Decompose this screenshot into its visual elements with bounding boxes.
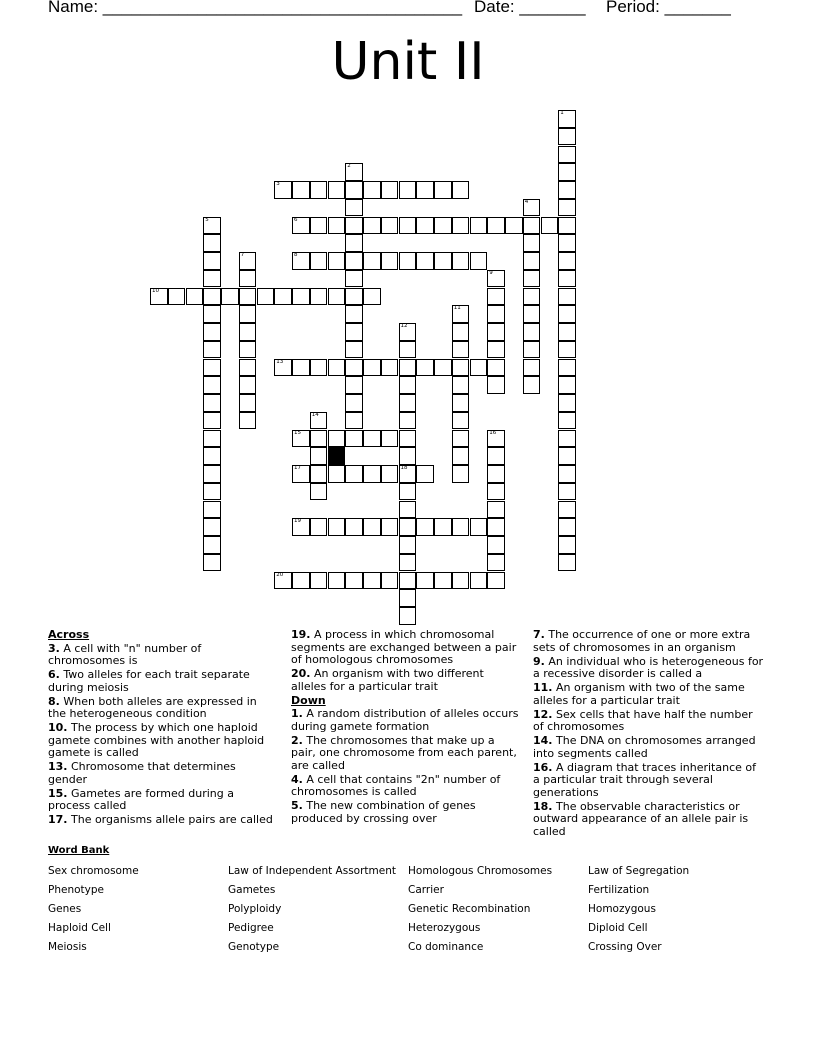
crossword-cell[interactable] (558, 536, 576, 554)
crossword-cell[interactable] (399, 430, 417, 448)
crossword-cell[interactable] (345, 270, 363, 288)
crossword-cell[interactable] (452, 323, 470, 341)
crossword-cell[interactable] (487, 217, 505, 235)
crossword-cell[interactable] (345, 430, 363, 448)
page-title: Unit II (331, 32, 485, 92)
clue-down-9: 9. An individual who is heterogeneous for a recessive disorder is called a (533, 654, 764, 680)
crossword-cell[interactable] (203, 234, 221, 252)
crossword-cell[interactable] (399, 341, 417, 359)
cell-number: 2 (347, 163, 351, 170)
crossword-cell[interactable] (416, 359, 434, 377)
cell-number: 16 (489, 429, 497, 436)
crossword-cell[interactable] (363, 252, 381, 270)
crossword-cell[interactable] (203, 359, 221, 377)
cell-number: 18 (400, 465, 408, 471)
crossword-cell[interactable] (523, 288, 541, 306)
crossword-cell[interactable] (452, 412, 470, 430)
word-bank-column (228, 865, 408, 960)
clue-down-7: 7. The occurrence of one or more extra sets of chromosomes in an organism (533, 628, 751, 654)
crossword-cell[interactable] (523, 341, 541, 359)
cell-number: 1 (560, 110, 564, 116)
crossword-cell[interactable] (363, 465, 381, 483)
crossword-cell[interactable] (470, 572, 488, 590)
down-heading: Down (291, 693, 326, 707)
crossword-cell[interactable] (452, 376, 470, 394)
crossword-cell[interactable] (239, 252, 257, 270)
crossword-cell[interactable] (381, 465, 399, 483)
word-bank-column (408, 865, 588, 960)
crossword-cell[interactable] (487, 572, 505, 590)
crossword-cell[interactable] (558, 217, 576, 235)
crossword-cell[interactable] (345, 163, 363, 181)
crossword-cell[interactable] (150, 288, 168, 306)
crossword-cell[interactable] (345, 394, 363, 412)
crossword-cell[interactable] (328, 518, 346, 536)
crossword-cell[interactable] (292, 252, 310, 270)
word-bank-word: Genotype (228, 941, 280, 953)
word-bank-word: Fertilization (588, 884, 650, 896)
crossword-cell[interactable] (203, 501, 221, 519)
crossword-cell[interactable] (203, 252, 221, 270)
word-bank-word: Co dominance (408, 941, 484, 953)
clue-across-13: 13. Chromosome that determines gender (48, 760, 236, 786)
crossword-cell[interactable] (274, 181, 292, 199)
crossword-cell[interactable] (203, 305, 221, 323)
crossword-cell[interactable] (399, 536, 417, 554)
crossword-cell[interactable] (310, 412, 328, 430)
crossword-cell[interactable] (345, 376, 363, 394)
crossword-cell[interactable] (434, 359, 452, 377)
crossword-cell[interactable] (558, 234, 576, 252)
crossword-cell[interactable] (399, 554, 417, 572)
crossword-cell[interactable] (363, 572, 381, 590)
crossword-cell[interactable] (363, 359, 381, 377)
clue-across-20: 20. An organism with two different alleles for a particular trait (291, 667, 484, 693)
crossword-cell[interactable] (487, 323, 505, 341)
crossword-cell[interactable] (487, 359, 505, 377)
crossword-cell[interactable] (487, 518, 505, 536)
crossword-cell[interactable] (434, 518, 452, 536)
crossword-cell[interactable] (203, 323, 221, 341)
across-heading: Across (48, 628, 90, 641)
crossword-cell[interactable] (381, 359, 399, 377)
crossword-cell[interactable] (310, 572, 328, 590)
clue-down-2: 2. The chromosomes that make up a pair, one chromosome from each parent, are called (291, 733, 517, 772)
crossword-cell[interactable] (239, 288, 257, 306)
crossword-cell[interactable] (310, 181, 328, 199)
crossword-cell[interactable] (399, 589, 417, 607)
crossword-cell[interactable] (416, 217, 434, 235)
word-bank-word: Homologous Chromosomes (408, 865, 553, 877)
clue-down-5: 5. The new combination of genes produced by crossing over (291, 799, 476, 825)
word-bank-word: Law of Segregation (588, 865, 690, 877)
clues-column-1 (48, 629, 276, 828)
crossword-cell[interactable] (274, 572, 292, 590)
crossword-cell[interactable] (452, 217, 470, 235)
crossword-cell[interactable] (399, 412, 417, 430)
crossword-cell[interactable] (345, 252, 363, 270)
crossword-cell[interactable] (399, 252, 417, 270)
cell-number: 7 (240, 252, 245, 258)
crossword-cell[interactable] (523, 359, 541, 377)
crossword-cell[interactable] (203, 412, 221, 430)
crossword-cell[interactable] (558, 252, 576, 270)
crossword-cell[interactable] (203, 376, 221, 394)
crossword-cell[interactable] (558, 128, 576, 146)
crossword-cell[interactable] (416, 518, 434, 536)
word-bank-word: Haploid Cell (48, 922, 111, 934)
crossword-black-cell (328, 447, 346, 465)
crossword-cell[interactable] (452, 447, 470, 465)
crossword-cell[interactable] (381, 181, 399, 199)
crossword-cell[interactable] (558, 305, 576, 323)
crossword-cell[interactable] (399, 465, 417, 483)
crossword-cell[interactable] (487, 536, 505, 554)
cell-number: 5 (205, 216, 209, 223)
crossword-cell[interactable] (399, 359, 417, 377)
crossword-cell[interactable] (345, 181, 363, 199)
cell-number: 6 (294, 216, 298, 223)
clue-across-8: 8. When both alleles are expressed in the heterogeneous condition (48, 694, 257, 720)
crossword-cell[interactable] (381, 430, 399, 448)
crossword-cell[interactable] (452, 341, 470, 359)
cell-number: 13 (276, 358, 284, 365)
crossword-cell[interactable] (434, 572, 452, 590)
crossword-cell[interactable] (523, 376, 541, 394)
clue-down-1: 1. A random distribution of alleles occurs during gamete formation (291, 707, 519, 733)
crossword-cell[interactable] (363, 217, 381, 235)
date-field[interactable]: Date: _______ (474, 0, 586, 16)
crossword-cell[interactable] (558, 430, 576, 448)
crossword-cell[interactable] (399, 217, 417, 235)
cell-number: 17 (294, 465, 301, 471)
cell-number: 11 (453, 305, 461, 312)
crossword-cell[interactable] (558, 554, 576, 572)
word-bank (48, 845, 788, 953)
crossword-cell[interactable] (487, 447, 505, 465)
crossword-cell[interactable] (221, 288, 239, 306)
crossword-cell[interactable] (558, 341, 576, 359)
crossword-cell[interactable] (399, 483, 417, 501)
crossword-cell[interactable] (523, 252, 541, 270)
crossword-cell[interactable] (328, 252, 346, 270)
crossword-cell[interactable] (558, 376, 576, 394)
clue-down-16: 16. A diagram that traces inheritance of a particular trait through several generations (533, 760, 756, 799)
word-bank-word: Carrier (408, 884, 444, 896)
cell-number: 9 (489, 269, 493, 276)
word-bank-word: Sex chromosome (48, 865, 139, 877)
crossword-cell[interactable] (434, 252, 452, 270)
crossword-cell[interactable] (203, 447, 221, 465)
crossword-cell[interactable] (345, 465, 363, 483)
clue-down-4: 4. A cell that contains "2n" number of chromosomes is called (291, 772, 501, 798)
clue-across-10: 10. The process by which one haploid gamete combines with another haploid gamete is called (48, 721, 265, 759)
crossword-cell[interactable] (452, 394, 470, 412)
crossword-cell[interactable] (292, 288, 310, 306)
crossword-cell[interactable] (487, 341, 505, 359)
crossword-cell[interactable] (292, 217, 310, 235)
clue-down-12: 12. Sex cells that have half the number of chromosomes (533, 707, 753, 733)
crossword-cell[interactable] (523, 305, 541, 323)
crossword-cell[interactable] (416, 181, 434, 199)
crossword-cell[interactable] (239, 305, 257, 323)
crossword-cell[interactable] (416, 572, 434, 590)
crossword-cell[interactable] (558, 323, 576, 341)
crossword-cell[interactable] (345, 359, 363, 377)
crossword-cell[interactable] (239, 412, 257, 430)
word-bank-word: Law of Independent Assortment (228, 865, 396, 877)
crossword-cell[interactable] (345, 412, 363, 430)
cell-number: 12 (400, 323, 408, 329)
crossword-cell[interactable] (292, 359, 310, 377)
crossword-cell[interactable] (310, 430, 328, 448)
crossword-cell[interactable] (452, 518, 470, 536)
crossword-cell[interactable] (310, 288, 328, 306)
crossword-cell[interactable] (452, 305, 470, 323)
cell-number: 15 (294, 429, 301, 436)
crossword-cell[interactable] (399, 572, 417, 590)
crossword-cell[interactable] (558, 199, 576, 217)
crossword-cell[interactable] (328, 181, 346, 199)
crossword-cell[interactable] (310, 217, 328, 235)
crossword-cell[interactable] (416, 252, 434, 270)
crossword-cell[interactable] (541, 217, 559, 235)
crossword-cell[interactable] (328, 430, 346, 448)
crossword-cell[interactable] (470, 359, 488, 377)
crossword-cell[interactable] (381, 572, 399, 590)
cell-number: 20 (276, 571, 284, 578)
word-bank-word: Homozygous (588, 903, 656, 915)
crossword-cell[interactable] (310, 447, 328, 465)
crossword-cell[interactable] (345, 572, 363, 590)
crossword-cell[interactable] (487, 501, 505, 519)
clues-column-3 (533, 629, 765, 840)
crossword-cell[interactable] (487, 305, 505, 323)
crossword-cell[interactable] (328, 288, 346, 306)
crossword-cell[interactable] (452, 359, 470, 377)
crossword-cell[interactable] (363, 288, 381, 306)
word-bank-word: Polyploidy (228, 903, 282, 915)
word-bank-column (48, 865, 228, 960)
crossword-cell[interactable] (203, 483, 221, 501)
crossword-cell[interactable] (203, 536, 221, 554)
crossword-cell[interactable] (470, 217, 488, 235)
crossword-cell[interactable] (310, 483, 328, 501)
crossword-cell[interactable] (523, 217, 541, 235)
cell-number: 8 (294, 252, 298, 258)
crossword-cell[interactable] (345, 341, 363, 359)
crossword-cell[interactable] (487, 430, 505, 448)
crossword-cell[interactable] (399, 376, 417, 394)
word-bank-word: Heterozygous (408, 922, 481, 934)
crossword-cell[interactable] (328, 572, 346, 590)
crossword-cell[interactable] (470, 518, 488, 536)
crossword-cell[interactable] (558, 447, 576, 465)
word-bank-word: Gametes (228, 884, 276, 896)
crossword-cell[interactable] (558, 110, 576, 128)
crossword-cell[interactable] (558, 146, 576, 164)
crossword-cell[interactable] (203, 430, 221, 448)
clue-across-15: 15. Gametes are formed during a process called (48, 786, 234, 812)
crossword-cell[interactable] (399, 607, 417, 625)
crossword-cell[interactable] (416, 465, 434, 483)
crossword-cell[interactable] (434, 217, 452, 235)
crossword-cell[interactable] (274, 359, 292, 377)
crossword-cell[interactable] (363, 518, 381, 536)
crossword-cell[interactable] (203, 554, 221, 572)
crossword-cell[interactable] (292, 181, 310, 199)
crossword-cell[interactable] (452, 252, 470, 270)
crossword-cell[interactable] (292, 430, 310, 448)
crossword-cell[interactable] (239, 376, 257, 394)
crossword-cell[interactable] (523, 323, 541, 341)
crossword-cell[interactable] (558, 412, 576, 430)
crossword-cell[interactable] (399, 394, 417, 412)
crossword-cell[interactable] (292, 518, 310, 536)
crossword-cell[interactable] (523, 199, 541, 217)
crossword-cell[interactable] (186, 288, 204, 306)
crossword-cell[interactable] (487, 554, 505, 572)
cell-number: 10 (152, 287, 159, 294)
crossword-cell[interactable] (381, 518, 399, 536)
name-field[interactable]: Name: ______________________________________ (48, 0, 463, 16)
crossword-cell[interactable] (523, 234, 541, 252)
word-bank-word: Crossing Over (588, 941, 662, 953)
crossword-cell[interactable] (345, 518, 363, 536)
crossword-cell[interactable] (239, 270, 257, 288)
crossword-cell[interactable] (239, 323, 257, 341)
crossword-cell[interactable] (399, 501, 417, 519)
crossword-cell[interactable] (399, 518, 417, 536)
crossword-cell[interactable] (558, 483, 576, 501)
crossword-cell[interactable] (558, 465, 576, 483)
crossword-cell[interactable] (399, 447, 417, 465)
word-bank-column (588, 865, 768, 960)
crossword-cell[interactable] (399, 323, 417, 341)
crossword-cell[interactable] (345, 234, 363, 252)
crossword-cell[interactable] (399, 181, 417, 199)
clues-column-2 (291, 629, 519, 827)
crossword-cell[interactable] (558, 394, 576, 412)
crossword-cell[interactable] (452, 430, 470, 448)
crossword-cell[interactable] (203, 217, 221, 235)
clue-across-6: 6. Two alleles for each trait separate during meiosis (48, 668, 250, 694)
crossword-cell[interactable] (292, 572, 310, 590)
crossword-cell[interactable] (203, 518, 221, 536)
crossword-cell[interactable] (203, 465, 221, 483)
crossword-cell[interactable] (310, 518, 328, 536)
word-bank-word: Genes (48, 903, 82, 915)
crossword-cell[interactable] (345, 323, 363, 341)
crossword-cell[interactable] (203, 288, 221, 306)
crossword-cell[interactable] (345, 305, 363, 323)
crossword-cell[interactable] (239, 359, 257, 377)
crossword-cell[interactable] (274, 288, 292, 306)
crossword-cell[interactable] (487, 465, 505, 483)
crossword-cell[interactable] (328, 465, 346, 483)
word-bank-word: Genetic Recombination (408, 903, 531, 915)
clue-down-18: 18. The observable characteristics or outward appearance of an allele pair is called (533, 799, 749, 838)
crossword-cell[interactable] (203, 341, 221, 359)
crossword-cell[interactable] (328, 359, 346, 377)
crossword-cell[interactable] (363, 430, 381, 448)
crossword-cell[interactable] (203, 394, 221, 412)
crossword-cell[interactable] (434, 181, 452, 199)
crossword-cell[interactable] (310, 359, 328, 377)
crossword-cell[interactable] (558, 270, 576, 288)
crossword-cell[interactable] (328, 217, 346, 235)
crossword-cell[interactable] (487, 483, 505, 501)
clue-across-3: 3. A cell with "n" number of chromosomes is (48, 641, 202, 667)
crossword-cell[interactable] (487, 376, 505, 394)
crossword-cell[interactable] (381, 217, 399, 235)
word-bank-word: Pedigree (228, 922, 274, 934)
crossword-cell[interactable] (381, 252, 399, 270)
crossword-cell[interactable] (239, 341, 257, 359)
crossword-cell[interactable] (310, 252, 328, 270)
crossword-cell[interactable] (558, 181, 576, 199)
word-bank-word: Phenotype (48, 884, 104, 896)
crossword-cell[interactable] (345, 199, 363, 217)
crossword-cell[interactable] (203, 270, 221, 288)
crossword-cell[interactable] (558, 359, 576, 377)
clue-down-14: 14. The DNA on chromosomes arranged into segments called (533, 734, 756, 760)
crossword-cell[interactable] (452, 465, 470, 483)
crossword-cell[interactable] (310, 465, 328, 483)
crossword-cell[interactable] (345, 217, 363, 235)
crossword-cell[interactable] (523, 270, 541, 288)
cell-number: 4 (524, 198, 529, 205)
cell-number: 3 (276, 181, 280, 187)
period-field[interactable]: Period: _______ (606, 0, 731, 16)
word-bank-word: Diploid Cell (588, 922, 648, 934)
crossword-cell[interactable] (487, 288, 505, 306)
crossword-cell[interactable] (239, 394, 257, 412)
crossword-cell[interactable] (363, 181, 381, 199)
clue-across-17: 17. The organisms allele pairs are called (48, 813, 273, 826)
crossword-cell[interactable] (292, 465, 310, 483)
clue-across-19: 19. A process in which chromosomal segments are exchanged between a pair of homologous chromosomes (291, 628, 517, 666)
crossword-cell[interactable] (558, 518, 576, 536)
cell-number: 19 (294, 518, 301, 525)
crossword-cell[interactable] (487, 270, 505, 288)
crossword-cell[interactable] (168, 288, 186, 306)
word-bank-word: Meiosis (48, 941, 87, 953)
crossword-cell[interactable] (558, 501, 576, 519)
crossword-cell[interactable] (470, 252, 488, 270)
crossword-cell[interactable] (558, 288, 576, 306)
clue-down-11: 11. An organism with two of the same alleles for a particular trait (533, 681, 745, 707)
crossword-cell[interactable] (452, 181, 470, 199)
crossword-cell[interactable] (505, 217, 523, 235)
crossword-cell[interactable] (345, 288, 363, 306)
crossword-cell[interactable] (452, 572, 470, 590)
word-bank-title: Word Bank (48, 845, 110, 856)
crossword-cell[interactable] (257, 288, 275, 306)
crossword-cell[interactable] (558, 163, 576, 181)
cell-number: 14 (311, 411, 319, 418)
